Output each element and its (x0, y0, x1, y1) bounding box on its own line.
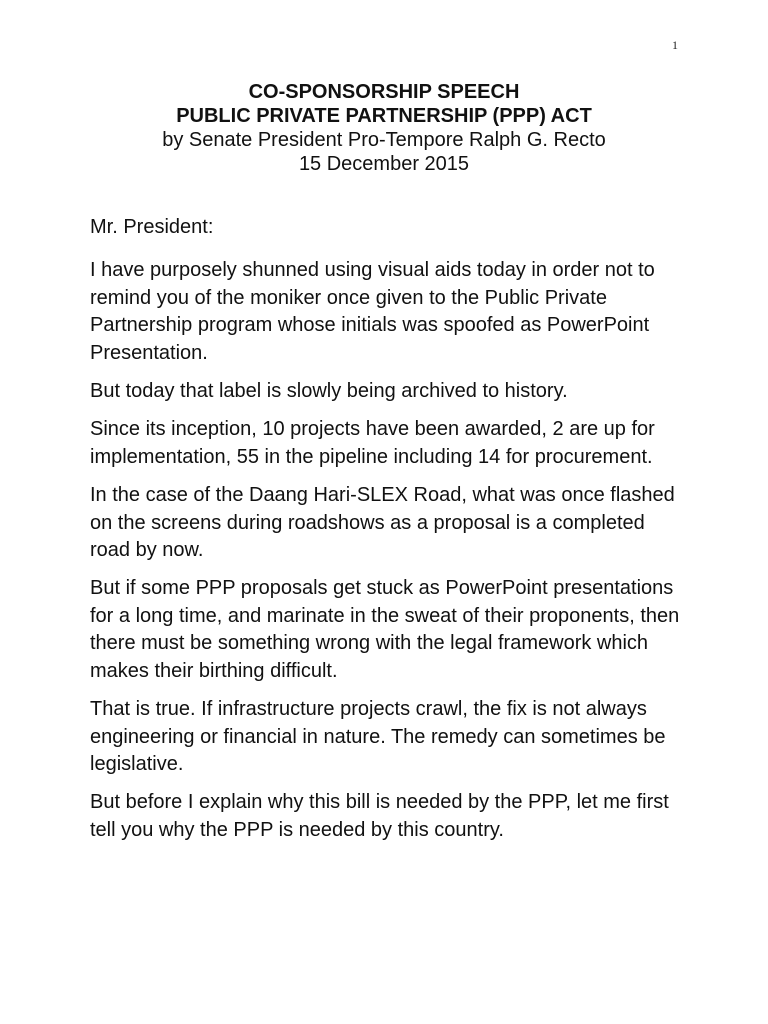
salutation: Mr. President: (90, 216, 214, 238)
paragraph: In the case of the Daang Hari-SLEX Road, what was once flashed on the screens during roadshows as a proposal is a completed road by now. (90, 484, 675, 562)
document-heading: CO-SPONSORSHIP SPEECH (248, 81, 520, 103)
document-subheading: PUBLIC PRIVATE PARTNERSHIP (PPP) ACT (176, 105, 592, 127)
author-line: by Senate President Pro-Tempore Ralph G. Recto (162, 129, 606, 151)
page-number: 1 (672, 38, 678, 52)
paragraph: But today that label is slowly being archived to history. (90, 380, 568, 403)
paragraph: But before I explain why this bill is needed by the PPP, let me first tell you why the PPP is needed by this country. (90, 791, 669, 841)
paragraph: But if some PPP proposals get stuck as PowerPoint presentations for a long time, and marinate in the sweat of their proponents, then there must be something wrong with the legal framework which makes their birthing difficult. (90, 577, 680, 682)
paragraph: I have purposely shunned using visual aids today in order not to remind you of the moniker once given to the Public Private Partnership program whose initials was spoofed as PowerPoint Presentation. (90, 259, 655, 364)
speech-body (90, 214, 690, 855)
date-line: 15 December 2015 (298, 153, 470, 175)
paragraph: That is true. If infrastructure projects crawl, the fix is not always engineering or financial in nature. The remedy can sometimes be legislative. (90, 698, 666, 775)
paragraph: Since its inception, 10 projects have been awarded, 2 are up for implementation, 55 in the pipeline including 14 for procurement. (90, 418, 655, 468)
title-block (0, 80, 768, 176)
